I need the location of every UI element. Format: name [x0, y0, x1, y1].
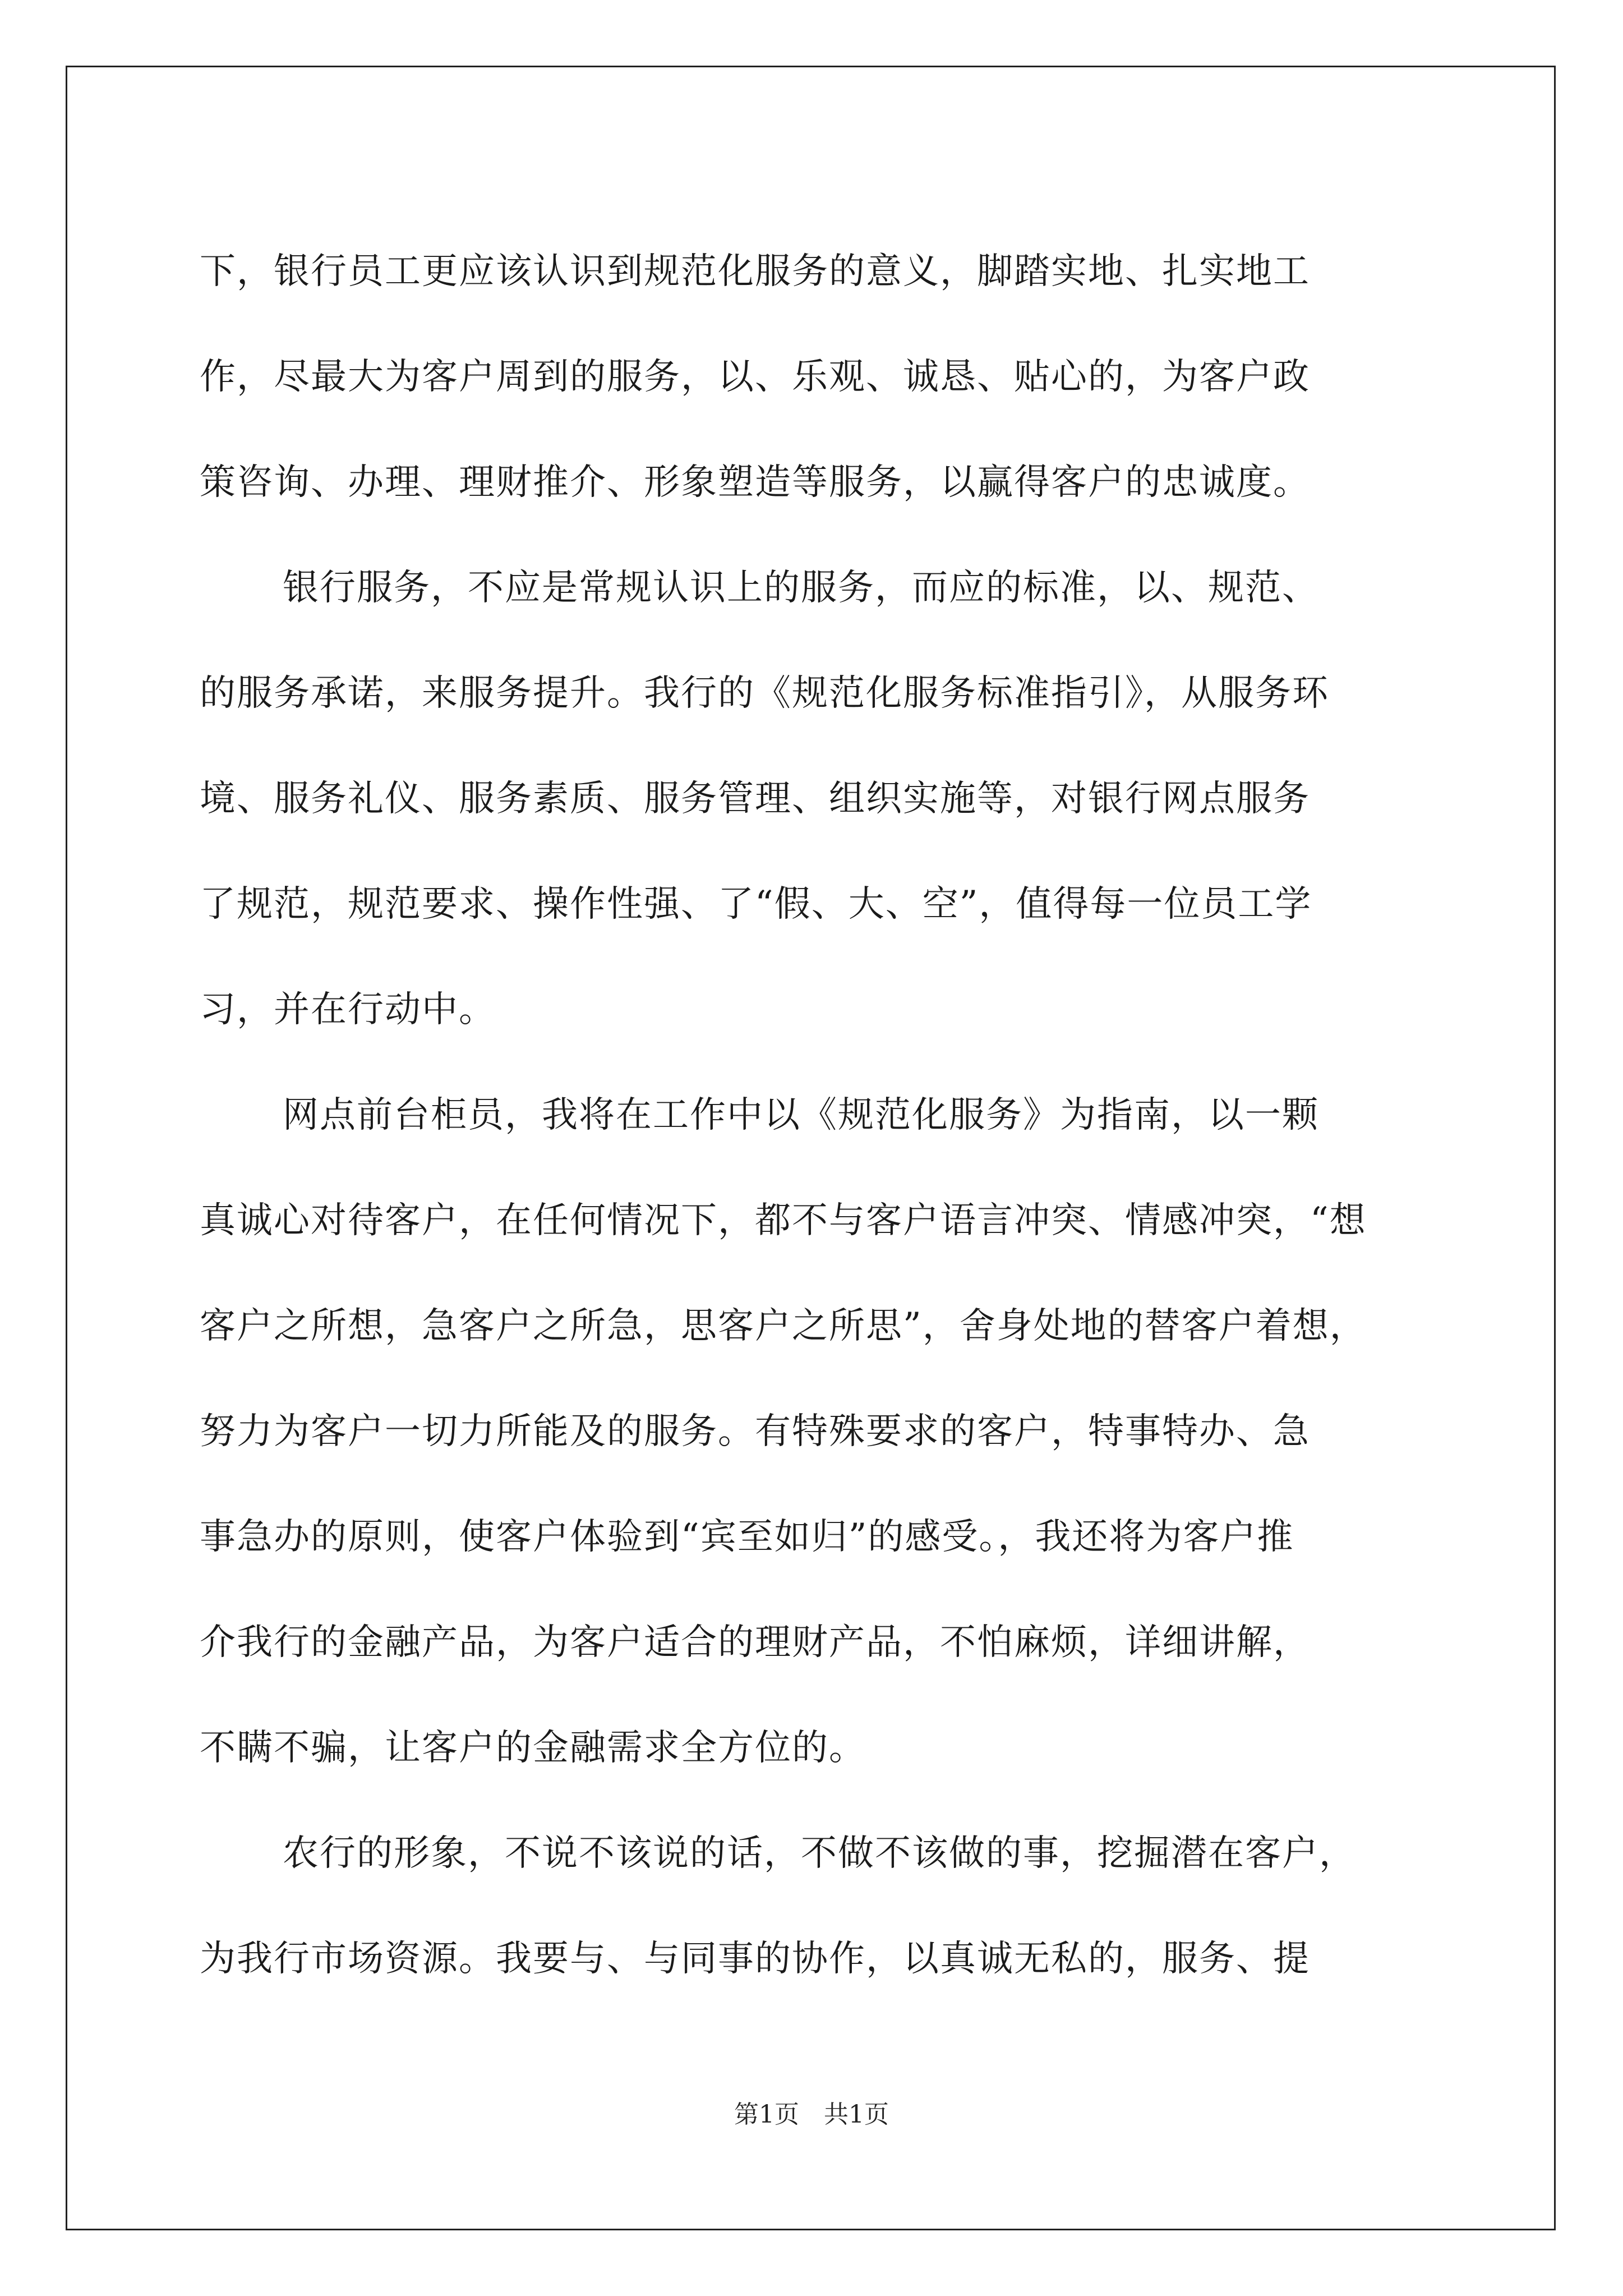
text-line-5: 的服务承诺，来服务提升。我行的《规范化服务标准指引》，从服务环 [200, 673, 1329, 714]
text-line-11: 客户之所想，急客户之所急，思客户之所思”，舍身处地的替客户着想， [200, 1305, 1367, 1347]
page-footer: 第1页 共1页 [734, 2100, 889, 2129]
text-line-1: 下，银行员工更应该认识到规范化服务的意义，脚踏实地、扎实地工 [200, 251, 1310, 292]
text-line-7: 了规范，规范要求、操作性强、了“假、大、空”，值得每一位员工学 [200, 884, 1312, 925]
text-line-12: 努力为客户一切力所能及的服务。有特殊要求的客户，特事特办、急 [200, 1411, 1310, 1452]
text-line-16: 农行的形象，不说不该说的话，不做不该做的事，挖掘潜在客户， [283, 1833, 1356, 1874]
text-line-3: 策咨询、办理、理财推介、形象塑造等服务，以赢得客户的忠诚度。 [200, 462, 1310, 503]
text-line-13: 事急办的原则，使客户体验到“宾至如归”的感受。，我还将为客户推 [200, 1516, 1294, 1558]
text-line-9: 网点前台柜员，我将在工作中以《规范化服务》为指南，以一颗 [283, 1094, 1319, 1136]
text-line-8: 习，并在行动中。 [200, 989, 496, 1030]
text-line-2: 作，尽最大为客户周到的服务，以、乐观、诚恳、贴心的，为客户政 [200, 356, 1310, 398]
text-line-17: 为我行市场资源。我要与、与同事的协作，以真诚无私的，服务、提 [200, 1938, 1310, 1980]
text-line-14: 介我行的金融产品，为客户适合的理财产品，不怕麻烦，详细讲解， [200, 1622, 1310, 1663]
text-line-15: 不瞒不骗，让客户的金融需求全方位的。 [200, 1727, 866, 1769]
text-line-4: 银行服务，不应是常规认识上的服务，而应的标准，以、规范、 [283, 567, 1319, 609]
text-line-10: 真诚心对待客户，在任何情况下，都不与客户语言冲突、情感冲突，“想 [200, 1200, 1367, 1241]
text-line-6: 境、服务礼仪、服务素质、服务管理、组织实施等，对银行网点服务 [200, 778, 1310, 820]
document-body [200, 219, 1433, 2012]
